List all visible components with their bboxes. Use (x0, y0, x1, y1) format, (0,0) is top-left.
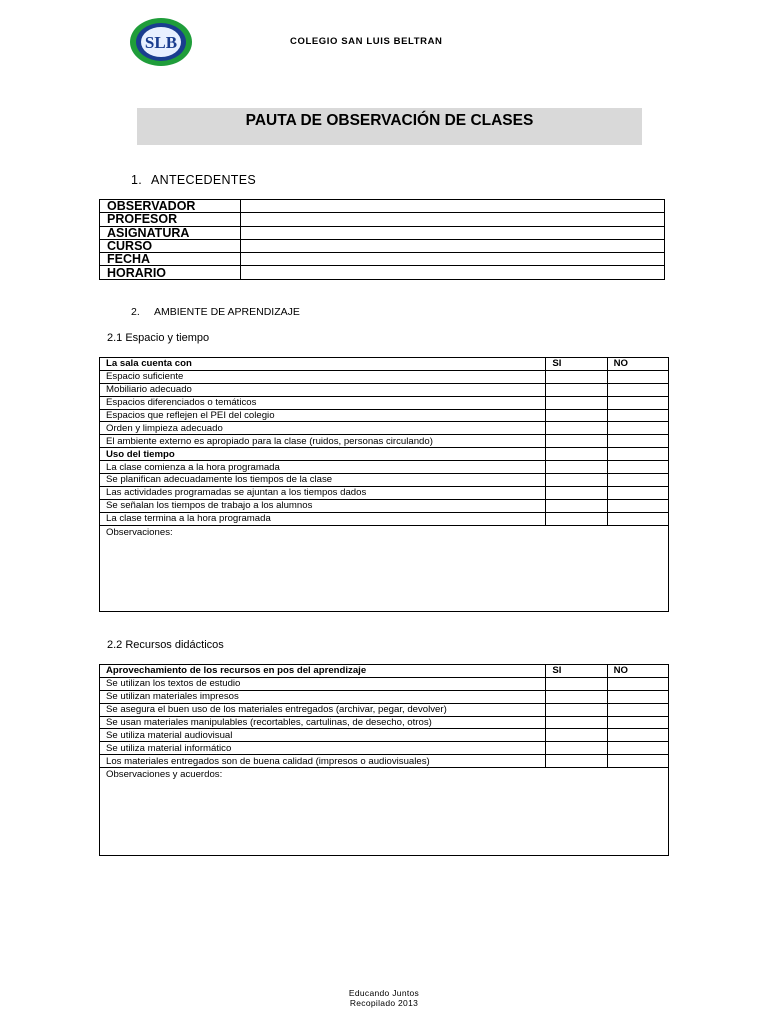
checklist-row (100, 461, 669, 474)
subsection-2-2-heading: 2.2 Recursos didácticos (107, 639, 224, 651)
subsection-2-1-heading: 2.1 Espacio y tiempo (107, 332, 210, 344)
no-checkbox-cell[interactable] (607, 370, 668, 383)
no-checkbox-cell[interactable] (607, 409, 668, 422)
checklist-header-row (100, 358, 669, 371)
checklist-item-label: Se utiliza material informático (100, 742, 546, 755)
antecedentes-label: HORARIO (100, 266, 241, 279)
si-checkbox-cell[interactable] (546, 396, 607, 409)
section-1-number: 1. (131, 173, 143, 187)
antecedentes-value-field[interactable] (241, 239, 665, 252)
checklist-row (100, 677, 669, 690)
checklist-row (100, 729, 669, 742)
checklist-item-label: Se utiliza material audiovisual (100, 729, 546, 742)
antecedentes-value-field[interactable] (241, 253, 665, 266)
checklist-row (100, 474, 669, 487)
checklist-row (100, 486, 669, 499)
no-checkbox-cell[interactable] (607, 512, 668, 525)
no-checkbox-cell[interactable] (607, 474, 668, 487)
antecedentes-value-field[interactable] (241, 213, 665, 226)
antecedentes-label: OBSERVADOR (100, 200, 241, 213)
page-title: PAUTA DE OBSERVACIÓN DE CLASES (245, 112, 534, 129)
no-checkbox-cell[interactable] (607, 729, 668, 742)
observations-field[interactable]: Observaciones y acuerdos: (100, 768, 669, 856)
checklist-header-row (100, 665, 669, 678)
title-band (137, 108, 642, 145)
no-checkbox-cell[interactable] (607, 742, 668, 755)
si-checkbox-cell[interactable] (546, 512, 607, 525)
si-checkbox-cell[interactable] (546, 448, 607, 461)
antecedentes-row (100, 239, 665, 252)
checklist-header-cell: NO (607, 358, 668, 371)
checklist-header-cell: Aprovechamiento de los recursos en pos del aprendizaje (100, 665, 546, 678)
checklist-row (100, 690, 669, 703)
antecedentes-row (100, 213, 665, 226)
checklist-item-label: Espacios que reflejen el PEI del colegio (100, 409, 546, 422)
checklist-item-label: Los materiales entregados son de buena calidad (impresos o audiovisuales) (100, 755, 546, 768)
antecedentes-table (99, 199, 665, 280)
si-checkbox-cell[interactable] (546, 370, 607, 383)
si-checkbox-cell[interactable] (546, 742, 607, 755)
antecedentes-label: FECHA (100, 253, 241, 266)
no-checkbox-cell[interactable] (607, 435, 668, 448)
espacio-tiempo-table (99, 357, 669, 612)
si-checkbox-cell[interactable] (546, 383, 607, 396)
checklist-header-cell: SI (546, 358, 607, 371)
si-checkbox-cell[interactable] (546, 486, 607, 499)
si-checkbox-cell[interactable] (546, 755, 607, 768)
checklist-item-label: Se utilizan los textos de estudio (100, 677, 546, 690)
no-checkbox-cell[interactable] (607, 499, 668, 512)
si-checkbox-cell[interactable] (546, 690, 607, 703)
checklist-item-label: Se asegura el buen uso de los materiales entregados (archivar, pegar, devolver) (100, 703, 546, 716)
antecedentes-label: PROFESOR (100, 213, 241, 226)
no-checkbox-cell[interactable] (607, 755, 668, 768)
footer (0, 988, 768, 1008)
no-checkbox-cell[interactable] (607, 486, 668, 499)
checklist-item-label: Se planifican adecuadamente los tiempos de la clase (100, 474, 546, 487)
antecedentes-label: CURSO (100, 239, 241, 252)
observations-field[interactable]: Observaciones: (100, 525, 669, 611)
checklist-row (100, 396, 669, 409)
checklist-row (100, 512, 669, 525)
no-checkbox-cell[interactable] (607, 448, 668, 461)
section-1-heading (131, 173, 256, 187)
school-name: COLEGIO SAN LUIS BELTRAN (290, 36, 443, 47)
checklist-row (100, 755, 669, 768)
checklist-item-label: Espacios diferenciados o temáticos (100, 396, 546, 409)
no-checkbox-cell[interactable] (607, 396, 668, 409)
checklist-header-cell: NO (607, 665, 668, 678)
no-checkbox-cell[interactable] (607, 703, 668, 716)
antecedentes-label: ASIGNATURA (100, 226, 241, 239)
checklist-row (100, 383, 669, 396)
checklist-row (100, 716, 669, 729)
antecedentes-value-field[interactable] (241, 200, 665, 213)
no-checkbox-cell[interactable] (607, 716, 668, 729)
section-1-title: ANTECEDENTES (151, 173, 257, 187)
antecedentes-row (100, 253, 665, 266)
checklist-item-label: Se señalan los tiempos de trabajo a los alumnos (100, 499, 546, 512)
recursos-table (99, 664, 669, 856)
si-checkbox-cell[interactable] (546, 729, 607, 742)
checklist-item-label: La clase termina a la hora programada (100, 512, 546, 525)
antecedentes-value-field[interactable] (241, 266, 665, 279)
footer-line-1: Educando Juntos (348, 988, 420, 998)
checklist-row (100, 703, 669, 716)
checklist-item-label: Las actividades programadas se ajuntan a los tiempos dados (100, 486, 546, 499)
si-checkbox-cell[interactable] (546, 461, 607, 474)
checklist-item-label: El ambiente externo es apropiado para la clase (ruidos, personas circulando) (100, 435, 546, 448)
antecedentes-row (100, 266, 665, 279)
no-checkbox-cell[interactable] (607, 422, 668, 435)
footer-line-2: Recopilado 2013 (349, 998, 419, 1008)
checklist-item-label: Espacio suficiente (100, 370, 546, 383)
checklist-item-label: Mobiliario adecuado (100, 383, 546, 396)
checklist-row (100, 499, 669, 512)
checklist-header-cell: SI (546, 665, 607, 678)
si-checkbox-cell[interactable] (546, 716, 607, 729)
no-checkbox-cell[interactable] (607, 383, 668, 396)
si-checkbox-cell[interactable] (546, 409, 607, 422)
section-2-title: AMBIENTE DE APRENDIZAJE (154, 306, 300, 318)
si-checkbox-cell[interactable] (546, 703, 607, 716)
no-checkbox-cell[interactable] (607, 461, 668, 474)
section-2-number: 2. (131, 306, 140, 318)
checklist-row (100, 435, 669, 448)
checklist-row (100, 422, 669, 435)
observations-row (100, 525, 669, 611)
observations-row (100, 768, 669, 856)
checklist-row (100, 370, 669, 383)
antecedentes-value-field[interactable] (241, 226, 665, 239)
si-checkbox-cell[interactable] (546, 422, 607, 435)
si-checkbox-cell[interactable] (546, 677, 607, 690)
checklist-header-cell: La sala cuenta con (100, 358, 546, 371)
checklist-item-label: Se usan materiales manipulables (recortables, cartulinas, de desecho, otros) (100, 716, 546, 729)
checklist-row (100, 448, 669, 461)
section-2-heading (131, 306, 300, 318)
checklist-item-label: Orden y limpieza adecuado (100, 422, 546, 435)
no-checkbox-cell[interactable] (607, 677, 668, 690)
si-checkbox-cell[interactable] (546, 474, 607, 487)
si-checkbox-cell[interactable] (546, 435, 607, 448)
school-logo (129, 17, 193, 67)
svg-text:SLB: SLB (144, 33, 178, 52)
checklist-item-label: Uso del tiempo (100, 448, 546, 461)
checklist-item-label: Se utilizan materiales impresos (100, 690, 546, 703)
antecedentes-row (100, 226, 665, 239)
antecedentes-row (100, 200, 665, 213)
checklist-row (100, 742, 669, 755)
checklist-row (100, 409, 669, 422)
checklist-item-label: La clase comienza a la hora programada (100, 461, 546, 474)
si-checkbox-cell[interactable] (546, 499, 607, 512)
no-checkbox-cell[interactable] (607, 690, 668, 703)
